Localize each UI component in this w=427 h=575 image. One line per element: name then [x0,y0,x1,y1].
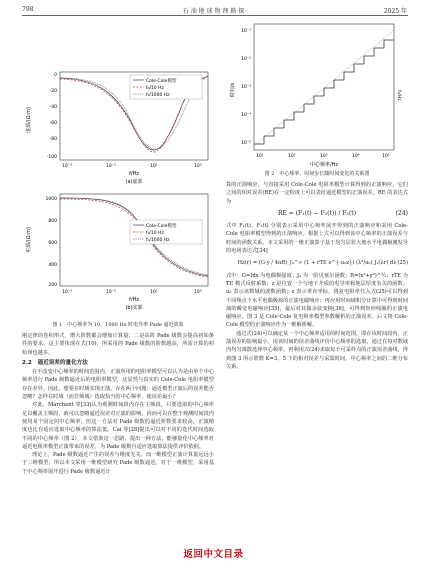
fig1a-xtick: 10³ [194,164,202,169]
figure-1-plots [22,70,212,332]
fig1b-ytick: 800 [48,219,57,224]
fig2-xtick: 10² [288,154,296,159]
fig1b-ytick: 1000 [45,197,57,202]
fig1a-legend [130,75,202,99]
header-rule [22,15,408,16]
fig1a-ytick: -80 [49,137,57,142]
equation-24-body: RE = (F₁(t) − F₂(t)) / F₂(t) [277,209,357,217]
fig2-ytick: 10⁻² [241,57,251,62]
fig1a-ytick: -20 [49,89,57,94]
fig1a-ytick: -100 [46,155,57,160]
fig1a-xlabel: f/Hz [129,171,139,177]
fig2-xtick: 10¹ [256,154,264,159]
fig1b-xlabel: f/Hz [129,297,139,303]
paragraph: 刚定律的卷积形式，增大阶数都会增加计算量；二是高阶 Pade 级数会提高初始条件的要求，这主要体现在式(10)，所采用的 Pade 级数的阶数越高，所需计算的初始场也越多。 [22,333,214,356]
journal-title: 石 油 地 球 物 理 勘 探 [182,8,245,15]
fig1b-ylabel: 实部/(Ω·m) [26,227,32,253]
header-year: 2025 年 [383,8,407,15]
fig2-right-label: f₀/Hz [396,90,401,101]
fig1a-legend-item: Cole-Cole模型 [146,79,177,84]
figure-1b [25,194,208,311]
fig2-trend-line [254,30,394,146]
equation-25-body: Hz(r) = (G·y / 4πR) ∫₀^∞ (1 + rTE e^{-u₀z}) (λ³/u₀) J₁(λr) dλ [237,260,397,267]
fig1b-legend-item: f₀/10 Hz [146,231,164,236]
fig1a-xtick: 10⁻³ [62,164,72,169]
equation-24 [226,210,408,218]
equation-25 [226,259,408,267]
fig1b-legend-item: Cole-Cole模型 [146,224,177,229]
fig1b-ytick: 600 [48,241,57,246]
fig2-xtick: 10⁴ [352,154,360,159]
figure-1 [22,70,212,332]
equation-24-number: (24) [395,209,408,217]
fig2-ytick: 10⁻⁵ [241,141,251,146]
right-column-text [226,181,408,371]
paragraph: 通过式(24)可以确定某一个中心频率适用的时间范围，即在该时间段内，正演误差的影响最小。用该时间的误差曲线评价中心频率的选取，通过在每对数域内均匀离散选择中心频率，再利用式(24)求取每个可采样点的正演误差曲线，得到图 3 所示阶数 K=3、5 下的相对误差与采集时间、中心频率之间的二维分布关系。 [226,330,408,370]
figure-2-caption: 图 2 中心频率、时间步长随时间变化的关系图 [264,171,370,177]
left-column-text [22,332,214,476]
paragraph: 在不改变中心频率的时间范围内，正演所用的电阻率模型可以认为是由单个中心频率进行 Pade 级数逼近后的电阻率模型，这显然与真实的 Cole-Cole 电阻率模型存在差异。因此，想要在时域实现正演，存在两个问题：逼近模型正演后的误差能否忽略？怎样在时域（而非频域）选取恰当的中心频率，使误差最小？ [22,369,214,401]
fig2-xtick: 10⁵ [382,154,390,159]
paragraph: 式中：G=Idx 为电偶极强度；J₁ 为一阶贝塞尔函数；R=(x²+y²)^½；rTE 为 TE 模式反射系数；z 是位置一个与地下介质的电导率和地层厚度有关的函数；u₀ 表示该数域的波数函数；z 表示垂直坐标。将复电阻率代入式(25)可以得到不同频点下水平电偶极源的正演电磁响应；再应用时间域积分计算中可得到时间域的瞬变电磁响应[35]，最后对其做余弦变换[36]，可得到矩形线圈的正演电磁响应。图 3 是 Cole-Cole 复电阻率模型参数解析的正演误差，后文将 Cole-Cole 模型的正演响应作为一维解析解。 [226,272,408,329]
fig1b-xtick: 10³ [194,290,202,295]
fig1a-ytick: -60 [49,121,57,126]
fig1b-legend [130,220,202,244]
fig1b-xtick: 10⁻³ [62,290,72,295]
fig1a-legend-item: f₀/1000 Hz [146,93,170,98]
fig1b-sublabel: (b)实部 [125,305,143,311]
fig1a-legend-item: f₀/10 Hz [146,86,164,91]
figure-2-plot [226,20,408,170]
fig1a-ylabel: 虚部/(Ω·m) [26,107,32,133]
fig1a-ytick: 0 [54,73,57,78]
paragraph: 算的正演响应，与直接采用 Cole-Cole 电阻率模型计算得到的正演响应，它们之间的相对误差(RE)在一定程度上可以表征逼近模型的正演误差。RE 的表达式为 [226,182,408,205]
fig1b-ytick: 400 [48,263,57,268]
section-heading: 2.2 逼近误差的量化方法 [22,359,88,366]
page-number: 798 [22,6,34,13]
fig2-step-curve [254,40,394,144]
paragraph: 对此，Marchant 等[33]认为观测时间段内存在主频段，只要选取的中心频率足以覆盖主频段，就可以忽略逼近误差对正演的影响，因而可以在整个观测时间段内使用某个固定的中心频率。但这一方法对 Pade 级数的逼近阶数要求较高，正演精度也比自适应选取中心频率的算法低。Cai 等[28]提出可以对不同的迭代时间选取不同的中心频率（图 2），本文借鉴这一思路，提出一种方法，能够量化中心频率对逼近电阻率模型正演带来的误差，为 Pade 级数自适应选取算法提供评价依据。 [22,402,214,450]
fig1a-xtick: 10⁻¹ [106,164,116,169]
fig2-ytick: 10⁻⁴ [241,113,251,118]
paragraph: 式中 F₁(t)、F₂(t) 分别表示采用中心频率展开得到的正演响应和采用 Cole-Cole 电阻率模型得到的正演响应。根据上式可以得到该中心频率的正演误差与时间的函数关系。本文采用的一维正演算子基于均匀层状大地水平电偶极激发导的电场表达式[34] [226,223,408,255]
fig1b-legend-item: f₀/1000 Hz [146,238,170,243]
fig2-ytick: 10⁻¹ [241,29,251,34]
figure-2 [226,20,408,170]
fig2-xlabel: 中心频率/Hz [309,162,339,168]
fig1b-xtick: 10¹ [150,290,158,295]
back-to-contents-link[interactable]: 返回中文目录 [183,549,244,560]
figure-1-caption: 图 1 中心频率为 10、1000 Hz 时电导率 Pade 逼近效果 [52,322,184,328]
paragraph: 理论上，Pade 级数逼近产生的误差与维度无关，而一维模型正演计算量远远小于三维模型，所以本文采用一维模型研究 Pade 级数逼近。对于一维模型，采用基于中心频率展开进行 Pade 级数逼近计 [22,452,214,475]
fig2-ylabel: 时间/s [230,82,236,98]
fig1b-xtick: 10⁻¹ [106,290,116,295]
fig1a-xtick: 10¹ [150,164,158,169]
fig1b-ytick: 200 [48,283,57,288]
fig2-xtick: 10³ [320,154,328,159]
fig1a-sublabel: (a)虚部 [125,179,143,185]
fig2-ytick: 10⁻³ [241,85,251,90]
figure-1a [25,72,208,185]
fig1a-ytick: -40 [49,105,57,110]
equation-25-number: (25) [397,260,408,267]
